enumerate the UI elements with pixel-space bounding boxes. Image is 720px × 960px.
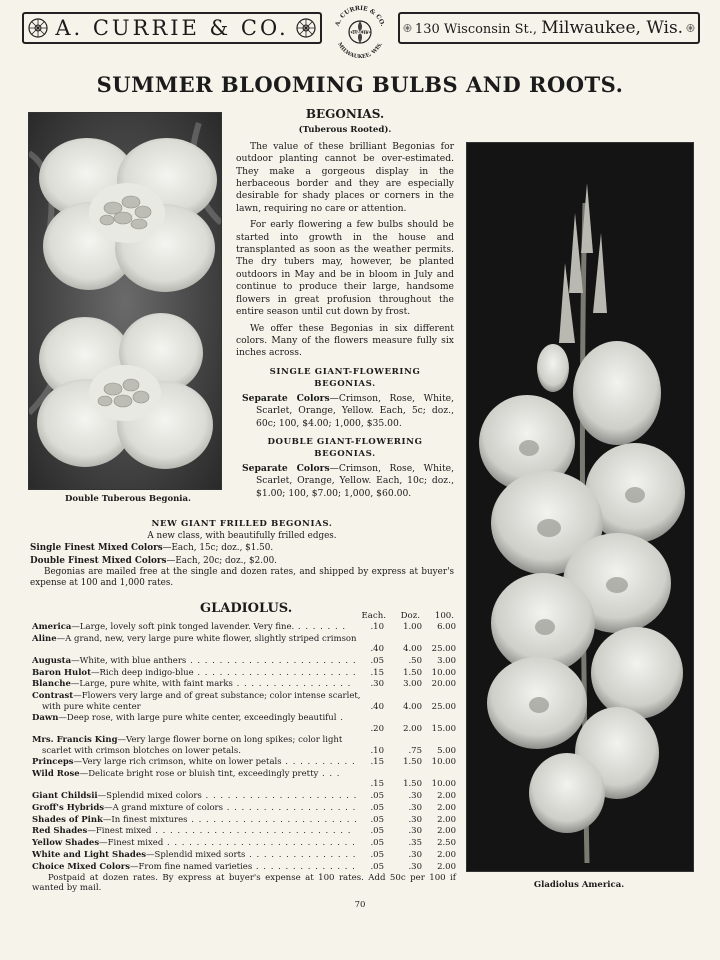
frilled-single-price: Single Finest Mixed Colors—Each, 15c; doz., $1.50. [30, 543, 274, 554]
gladiolus-row-description: Dawn—Deep rose, with large pure white center, exceedingly beautiful . [32, 713, 344, 724]
gladiolus-variety-text: —Flowers very large and of great substance; color intense scarlet, with pure white center [42, 691, 361, 712]
gladiolus-variety-name: Groff's Hybrids [32, 802, 105, 813]
gladiolus-variety-text: —White, with blue anthers [71, 655, 187, 666]
frilled-begonias-heading: NEW GIANT FRILLED BEGONIAS. [151, 519, 333, 529]
gladiolus-row [32, 803, 456, 814]
gladiolus-price-hundred: 2.00 [437, 850, 456, 860]
gladiolus-price-doz: .75 [408, 745, 422, 756]
gladiolus-variety-name: Red Shades [32, 826, 88, 837]
gladiolus-row [32, 791, 456, 802]
gladiolus-row-description: Blanche—Large, pure white, with faint marks . . . . . . . . . . . . . . . . [32, 679, 352, 690]
single-begonias-heading: SINGLE GIANT-FLOWERING BEGONIAS. [269, 366, 421, 389]
gladiolus-postage-note: Postpaid at dozen rates. By express at buyer's expense at 100 rates. Add 50c per 100 if wanted by mail. [32, 873, 456, 894]
gladiolus-row-description: Wild Rose—Delicate bright rose or bluish tint, exceedingly pretty . . . [32, 769, 341, 779]
rosette-icon [403, 17, 412, 39]
gladiolus-price-hundred: 25.00 [431, 644, 456, 655]
gladiolus-price-each: .05 [370, 826, 384, 837]
gladiolus-price-each: .15 [370, 667, 384, 678]
gladiolus-price-doz: .30 [408, 791, 422, 801]
gladiolus-variety-text: —Splendid mixed sorts [146, 850, 246, 860]
gladiolus-price-each: .05 [370, 850, 384, 860]
gladiolus-row-description: Shades of Pink—In finest mixtures . . . . . . . . . . . . . . . . . . . . . . . [32, 814, 358, 825]
gladiolus-variety-text: —Splendid mixed colors [97, 791, 202, 801]
gladiolus-price-doz: .50 [408, 655, 422, 666]
gladiolus-variety-name: Blanche [32, 679, 71, 690]
seal-bottom-text: MILWAUKEE, WIS. [336, 41, 384, 61]
column-header-doz: Doz. [400, 611, 420, 621]
frilled-begonias-intro: A new class, with beautifully frilled edges. [147, 531, 337, 541]
gladiolus-row [32, 815, 456, 826]
gladiolus-price-hundred: 15.00 [431, 723, 456, 734]
gladiolus-price-doz: .30 [408, 802, 422, 813]
gladiolus-price-hundred: 10.00 [431, 779, 456, 790]
gladiolus-variety-name: Giant Childsii [32, 791, 98, 801]
gladiolus-price-hundred: 10.00 [431, 667, 456, 678]
begonia-photo [28, 112, 222, 490]
seal-top-text: A. CURRIE & CO. [333, 4, 387, 28]
double-begonias-heading: DOUBLE GIANT-FLOWERING BEGONIAS. [267, 436, 423, 459]
gladiolus-price-hundred: 2.00 [437, 826, 456, 837]
gladiolus-variety-text: —A grand mixture of colors [104, 802, 223, 813]
begonias-paragraph: We offer these Begonias in six different colors. Many of the flowers measure fully six inches across. [236, 322, 454, 359]
gladiolus-price-hundred: 2.00 [437, 814, 456, 825]
frilled-begonias-section [30, 518, 454, 589]
gladiolus-heading: GLADIOLUS. [200, 601, 293, 616]
gladiolus-price-each: .40 [370, 644, 384, 655]
gladiolus-variety-name: Mrs. Francis King [32, 735, 118, 746]
gladiolus-price-doz: 1.00 [403, 622, 422, 632]
gladiolus-variety-name: Dawn [32, 713, 59, 724]
gladiolus-row [32, 862, 456, 873]
gladiolus-price-each: .05 [370, 861, 384, 872]
gladiolus-row-description: Red Shades—Finest mixed . . . . . . . . . . . . . . . . . . . . . . . . . . . [32, 826, 352, 837]
begonias-paragraph: For early flowering a few bulbs should be started into growth in the house and transplanted as soon as the weather permits. The dry tubers may, however, be planted outdoors in May and be in bloom in July and continue to produce their large, handsome flowers in great profusion throughout the entire season until cut down by frost. [236, 219, 454, 318]
gladiolus-price-hundred: 3.00 [437, 655, 456, 666]
gladiolus-price-doz: .30 [408, 861, 422, 872]
gladiolus-price-doz: 4.00 [403, 701, 422, 712]
gladiolus-variety-text: —Delicate bright rose or bluish tint, exceedingly pretty [79, 769, 319, 779]
gladiolus-price-hundred: 5.00 [437, 745, 456, 756]
gladiolus-price-each: .05 [370, 838, 384, 849]
gladiolus-variety-name: Choice Mixed Colors [32, 861, 130, 872]
gladiolus-row [32, 668, 456, 679]
gladiolus-price-doz: 3.00 [403, 679, 422, 690]
gladiolus-price-hundred: 2.50 [437, 838, 456, 849]
begonia-photo-caption: Double Tuberous Begonia. [65, 494, 191, 504]
gladiolus-row-description: America—Large, lovely soft pink tonged lavender. Very fine. . . . . . . . [32, 622, 347, 632]
gladiolus-variety-text: —Large, pure white, with faint marks [70, 679, 233, 690]
gladiolus-variety-name: White and Light Shades [32, 850, 147, 860]
gladiolus-price-doz: 4.00 [403, 644, 422, 655]
company-name: A. CURRIE & CO. [55, 16, 289, 40]
gladiolus-photo [466, 142, 694, 872]
gladiolus-price-each: .05 [370, 814, 384, 825]
gladiolus-row [32, 691, 456, 712]
begonias-paragraph: The value of these brilliant Begonias for outdoor planting cannot be over-estimated. They make a gorgeous display in the herbaceous border and they are especially desirable for shady places or corners in the lawn, requiring no care or attention. [236, 140, 454, 214]
gladiolus-price-each: .40 [370, 701, 384, 712]
gladiolus-variety-name: Shades of Pink [32, 814, 103, 825]
gladiolus-price-doz: 1.50 [403, 667, 422, 678]
gladiolus-price-hundred: 6.00 [437, 622, 456, 632]
gladiolus-row [32, 826, 456, 837]
gladiolus-photo-caption: Gladiolus America. [533, 880, 625, 890]
company-address: 130 Wisconsin St., Milwaukee, Wis. [414, 18, 684, 38]
rosette-icon [686, 17, 695, 39]
gladiolus-variety-text: —Rich deep indigo-blue [91, 667, 194, 678]
gladiolus-price-each: .10 [370, 745, 384, 756]
gladiolus-row-description: Choice Mixed Colors—From fine named varieties . . . . . . . . . . . . . . [32, 861, 356, 872]
gladiolus-price-each: .05 [370, 655, 384, 666]
gladiolus-price-hundred: 20.00 [431, 679, 456, 690]
company-seal [330, 2, 390, 62]
gladiolus-row-description: Yellow Shades—Finest mixed . . . . . . . . . . . . . . . . . . . . . . . . . . [32, 838, 356, 849]
gladiolus-row-description [32, 735, 368, 756]
rosette-icon [27, 17, 49, 39]
gladiolus-variety-name: Princeps [32, 757, 74, 768]
gladiolus-row-description: Baron Hulot—Rich deep indigo-blue . . . . . . . . . . . . . . . . . . . . . . [32, 667, 357, 678]
gladiolus-price-doz: .30 [408, 814, 422, 825]
begonias-heading: BEGONIAS. [305, 107, 385, 121]
gladiolus-price-each: .20 [370, 723, 384, 734]
double-begonias-price [242, 463, 454, 500]
gladiolus-variety-name: Contrast [32, 691, 74, 702]
gladiolus-row [32, 679, 456, 690]
gladiolus-price-each: .30 [370, 679, 384, 690]
rosette-icon [295, 17, 317, 39]
begonias-section [236, 108, 454, 500]
gladiolus-price-hundred: 2.00 [437, 802, 456, 813]
gladiolus-row-description [32, 634, 368, 655]
gladiolus-price-each: .05 [370, 802, 384, 813]
page-title: SUMMER BLOOMING BULBS AND ROOTS. [96, 72, 624, 97]
gladiolus-price-doz: 2.00 [403, 723, 422, 734]
gladiolus-price-each: .15 [370, 757, 384, 768]
gladiolus-variety-name: Augusta [32, 655, 72, 666]
gladiolus-price-each: .10 [370, 622, 384, 632]
gladiolus-row-description: Groff's Hybrids—A grand mixture of colors . . . . . . . . . . . . . . . . . . [32, 802, 357, 813]
gladiolus-variety-name: Yellow Shades [32, 838, 100, 849]
gladiolus-variety-name: Wild Rose [32, 769, 80, 779]
gladiolus-price-hundred: 25.00 [431, 701, 456, 712]
column-header-each: Each. [361, 611, 386, 621]
gladiolus-price-hundred: 2.00 [437, 861, 456, 872]
gladiolus-row [32, 769, 456, 790]
gladiolus-variety-text: —Deep rose, with large pure white center, exceedingly beautiful [58, 713, 337, 724]
gladiolus-row [32, 850, 456, 861]
gladiolus-row-description: Giant Childsii—Splendid mixed colors . . . . . . . . . . . . . . . . . . . . . [32, 791, 358, 801]
gladiolus-row [32, 838, 456, 849]
gladiolus-variety-name: Baron Hulot [32, 667, 92, 678]
gladiolus-price-doz: .35 [408, 838, 422, 849]
frilled-double-price: Double Finest Mixed Colors—Each, 20c; doz., $2.00. [30, 555, 277, 566]
gladiolus-price-doz: 1.50 [403, 757, 422, 768]
gladiolus-variety-text: —Large, lovely soft pink tonged lavender. Very fine. [71, 622, 295, 632]
gladiolus-price-each: .05 [370, 791, 384, 801]
gladiolus-row-description: White and Light Shades—Splendid mixed sorts . . . . . . . . . . . . . . . [32, 850, 357, 860]
double-begonias-text: —Crimson, Rose, White, Scarlet, Orange, Yellow. Each, 10c; doz., $1.00; 100, $7.00; 1,000, $60.00. [256, 462, 454, 499]
seal-center-text: QUALITY [349, 30, 371, 35]
svg-text:MILWAUKEE, WIS. [336, 42, 384, 60]
gladiolus-row-description: Augusta—White, with blue anthers . . . . . . . . . . . . . . . . . . . . . . . [32, 655, 357, 666]
gladiolus-row [32, 735, 456, 756]
gladiolus-row [32, 757, 456, 768]
gladiolus-variety-text: —A grand, new, very large pure white flower, slightly striped crimson [56, 633, 357, 644]
gladiolus-row-description: Princeps—Very large rich crimson, white on lower petals . . . . . . . . . . [32, 757, 356, 768]
gladiolus-variety-name: America [32, 622, 72, 632]
gladiolus-variety-text: —Very large rich crimson, white on lower petals [73, 757, 282, 768]
gladiolus-row [32, 622, 456, 633]
header-address-box [398, 12, 700, 44]
gladiolus-price-hundred: 10.00 [431, 757, 456, 768]
gladiolus-row [32, 713, 456, 734]
gladiolus-price-hundred: 2.00 [437, 791, 456, 801]
column-header-hundred: 100. [434, 611, 454, 621]
single-begonias-label: Separate Colors [242, 392, 330, 404]
gladiolus-price-each: .15 [370, 779, 384, 790]
gladiolus-variety-text: —From fine named varieties [130, 861, 253, 872]
company-city: Milwaukee, Wis. [541, 18, 684, 38]
begonias-subheading: (Tuberous Rooted). [298, 125, 392, 136]
gladiolus-row [32, 656, 456, 667]
double-begonias-label: Separate Colors [242, 462, 330, 474]
gladiolus-variety-text: —Finest mixed [99, 838, 164, 849]
single-begonias-price [242, 393, 454, 430]
gladiolus-row [32, 634, 456, 655]
header-company-box [22, 12, 322, 44]
begonias-shipping-note: Begonias are mailed free at the single and dozen rates, and shipped by express at buyer's expense at 100 and 1,000 rates. [30, 567, 454, 589]
gladiolus-variety-text: —Finest mixed [87, 826, 152, 837]
gladiolus-price-doz: .30 [408, 850, 422, 860]
gladiolus-row-description [32, 691, 368, 712]
gladiolus-variety-text: —In finest mixtures [102, 814, 188, 825]
gladiolus-price-doz: .30 [408, 826, 422, 837]
gladiolus-price-doz: 1.50 [403, 779, 422, 790]
page-number: 70 [354, 900, 366, 910]
single-begonias-text: —Crimson, Rose, White, Scarlet, Orange, Yellow. Each, 5c; doz., 60c; 100, $4.00; 1,000, $35.00. [256, 392, 454, 429]
gladiolus-variety-text: —Very large flower borne on long spikes; color light scarlet with crimson blotches on lower petals. [42, 735, 343, 756]
gladiolus-variety-name: Aline [32, 633, 57, 644]
